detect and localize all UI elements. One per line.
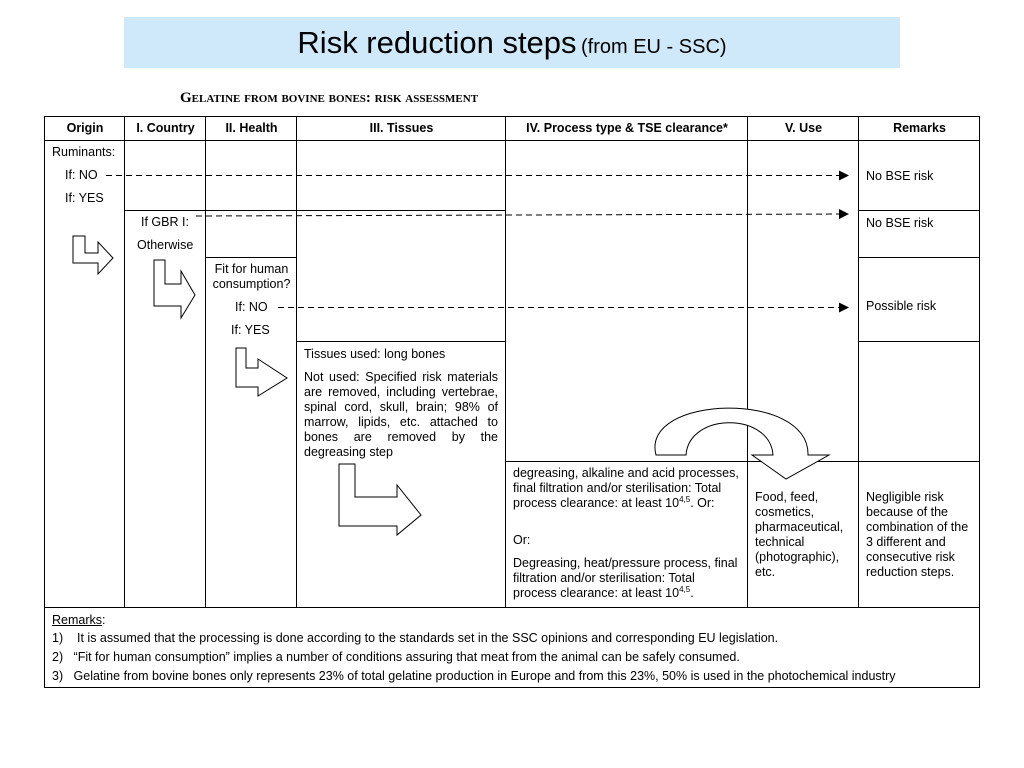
l-arrow-icon-health <box>236 348 287 396</box>
remarks-negligible-risk: Negligible risk because of the combination of the 3 different and consecutive risk reduction steps. <box>866 490 969 579</box>
origin-ruminants: Ruminants: <box>52 145 116 159</box>
dashed-connector-country-gbr <box>196 214 848 216</box>
origin-if-yes: If: YES <box>65 191 104 205</box>
header-country: I. Country <box>136 121 195 135</box>
tissues-used: Tissues used: long bones <box>304 347 446 361</box>
health-if-yes: If: YES <box>231 323 270 337</box>
remarks-no-bse-2: No BSE risk <box>866 216 934 230</box>
tissues-not-used: Not used: Specified risk materials are removed, including vertebrae, spinal cord, skull, brain; 98% of marrow, lipids, etc. attached to bones are removed by the degreasing step <box>304 370 498 459</box>
title-sub: (from EU - SSC) <box>581 36 727 58</box>
table-subtitle: Gelatine from bovine bones: risk assessment <box>180 90 479 106</box>
process-or: Or: <box>513 533 531 547</box>
header-remarks: Remarks <box>893 121 946 135</box>
footer-remark-1: 1) It is assumed that the processing is done according to the standards set in the SSC opinions and corresponding EU legislation. <box>52 631 779 645</box>
remarks-no-bse-1: No BSE risk <box>866 169 934 183</box>
footer-remarks-title: Remarks: <box>52 613 106 627</box>
header-origin: Origin <box>66 121 104 135</box>
country-otherwise: Otherwise <box>137 238 194 252</box>
header-tissues: III. Tissues <box>369 121 434 135</box>
health-question: Fit for human consumption? <box>212 262 291 291</box>
header-use: V. Use <box>784 121 823 135</box>
process-option-1: degreasing, alkaline and acid processes, final filtration and/or sterilisation: Total process clearance: at least 10$^{4,5}$. Or: <box>513 466 739 510</box>
use-list: Food, feed, cosmetics, pharmaceutical, technical (photographic), etc. <box>755 490 844 579</box>
footer-remark-2: 2) “Fit for human consumption” implies a number of conditions assuring that meat from the animal can be safely consumed. <box>52 650 740 664</box>
health-if-no: If: NO <box>235 300 268 314</box>
l-arrow-icon-country <box>154 260 195 318</box>
remarks-possible-risk: Possible risk <box>866 299 937 313</box>
grid-lines <box>44 116 980 688</box>
country-if-gbr: If GBR I: <box>141 215 189 229</box>
l-arrow-icon-origin <box>73 236 113 274</box>
l-arrow-icon-tissues <box>339 464 421 535</box>
process-option-2: Degreasing, heat/pressure process, final filtration and/or sterilisation: Total process clearance: at least 10$^{4,5}$. <box>513 556 738 600</box>
header-process: IV. Process type & TSE clearance* <box>526 121 728 135</box>
footer-remark-3: 3) Gelatine from bovine bones only represents 23% of total gelatine production in Europe and from this 23%, 50% is used in the photochemical industry <box>52 669 896 683</box>
title-main: Risk reduction steps <box>297 25 577 60</box>
header-health: II. Health <box>225 121 278 135</box>
origin-if-no: If: NO <box>65 168 98 182</box>
